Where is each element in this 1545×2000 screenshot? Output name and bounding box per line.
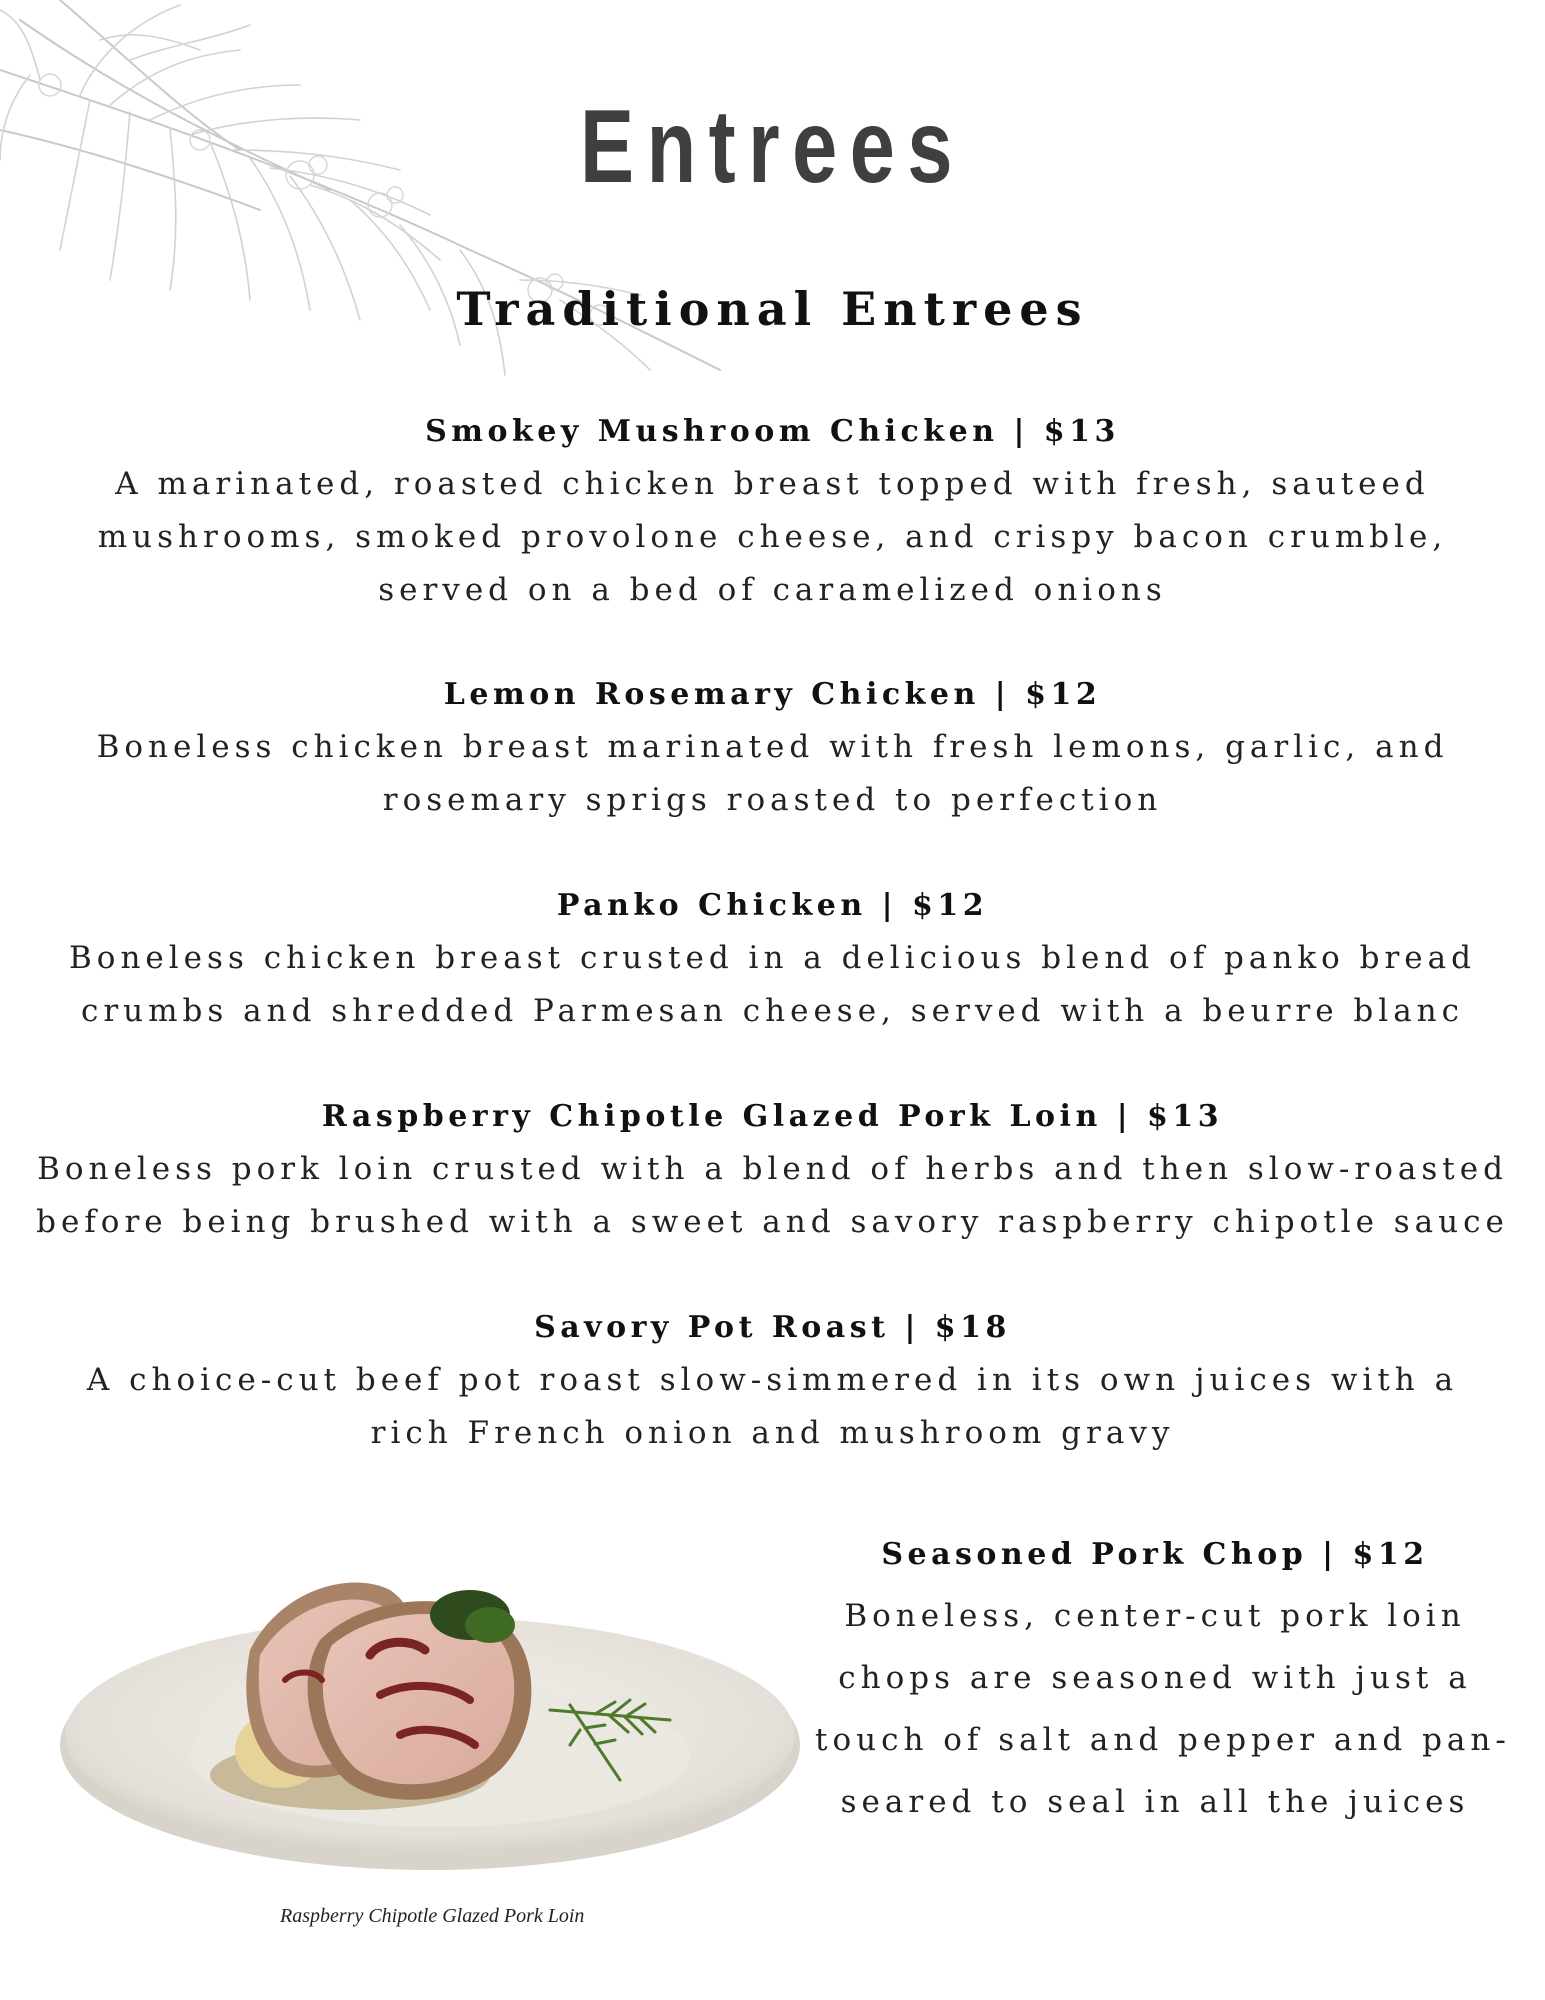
item-description-line: seared to seal in all the juices — [840, 1784, 1470, 1820]
item-description-line: mushrooms, smoked provolone cheese, and crispy bacon crumble, — [97, 519, 1448, 555]
menu-item — [815, 1535, 1511, 1833]
menu-item — [0, 675, 1545, 827]
dish-photo — [50, 1520, 820, 1880]
item-name: Seasoned Pork Chop | $12 — [881, 1537, 1429, 1572]
item-description-line: rosemary sprigs roasted to perfection — [382, 782, 1163, 818]
item-description — [0, 932, 1545, 1038]
item-description-line: served on a bed of caramelized onions — [378, 572, 1167, 608]
item-description-line: Boneless, center-cut pork loin — [844, 1598, 1466, 1634]
item-name: Panko Chicken | $12 — [556, 888, 989, 923]
menu-item — [0, 1308, 1545, 1460]
photo-caption: Raspberry Chipotle Glazed Pork Loin — [280, 1905, 585, 1927]
item-description-line: A marinated, roasted chicken breast topped with fresh, sauteed — [115, 466, 1430, 502]
item-description-line: Boneless chicken breast marinated with fresh lemons, garlic, and — [96, 729, 1449, 765]
item-name: Smokey Mushroom Chicken | $13 — [425, 414, 1120, 449]
page-title: Entrees — [580, 89, 965, 205]
item-description-line: A choice-cut beef pot roast slow-simmered in its own juices with a — [86, 1362, 1459, 1398]
item-description-line: chops are seasoned with just a — [838, 1660, 1472, 1696]
item-description — [0, 1143, 1545, 1249]
item-description-line: Boneless pork loin crusted with a blend of herbs and then slow-roasted — [37, 1151, 1508, 1187]
item-description-line: crumbs and shredded Parmesan cheese, served with a beurre blanc — [80, 993, 1465, 1029]
item-description — [0, 721, 1545, 827]
item-description-line: touch of salt and pepper and pan- — [815, 1722, 1511, 1758]
item-description-line: Boneless chicken breast crusted in a delicious blend of panko bread — [69, 940, 1476, 976]
menu-item — [0, 886, 1545, 1038]
section-title: Traditional Entrees — [456, 282, 1089, 336]
item-description — [815, 1585, 1511, 1833]
item-name: Savory Pot Roast | $18 — [534, 1310, 1011, 1345]
item-name: Lemon Rosemary Chicken | $12 — [443, 677, 1102, 712]
menu-item — [0, 1097, 1545, 1249]
item-description — [0, 1354, 1545, 1460]
item-description — [0, 458, 1545, 617]
item-description-line: before being brushed with a sweet and savory raspberry chipotle sauce — [36, 1204, 1509, 1240]
item-description-line: rich French onion and mushroom gravy — [370, 1415, 1175, 1451]
item-name: Raspberry Chipotle Glazed Pork Loin | $13 — [321, 1099, 1224, 1134]
menu-item — [0, 412, 1545, 617]
